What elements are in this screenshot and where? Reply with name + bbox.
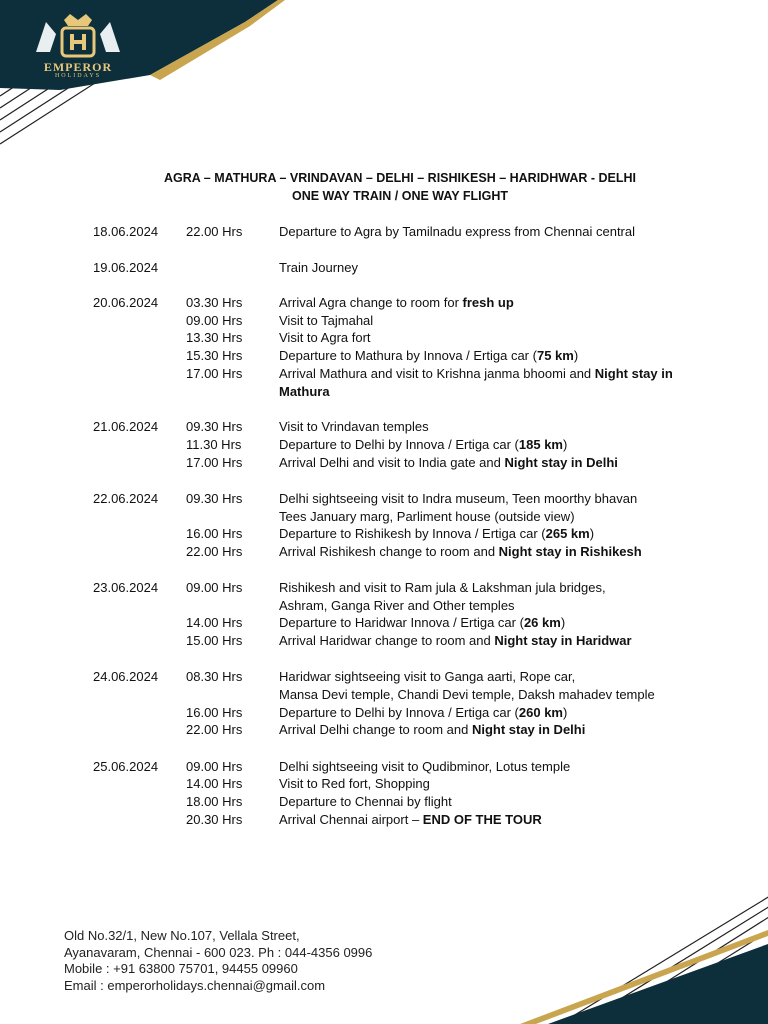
brand-logo (30, 12, 126, 79)
row-description-cont: Tees January marg, Parliment house (outside view) (279, 509, 575, 524)
row-description-cont: Ashram, Ganga River and Other temples (279, 598, 515, 613)
day-date: 19.06.2024 (93, 260, 159, 275)
row-description: Delhi sightseeing visit to Indra museum, Teen moorthy bhavan (279, 491, 638, 506)
row-description-cont: Mansa Devi temple, Chandi Devi temple, Daksh mahadev temple (279, 687, 655, 702)
mobile-line: Mobile : +91 63800 75701, 94455 09960 (64, 961, 298, 976)
row-description: Arrival Delhi change to room and Night stay in Delhi (279, 722, 586, 737)
row-description: Delhi sightseeing visit to Qudibminor, Lotus temple (279, 759, 571, 774)
row-time: 22.00 Hrs (186, 544, 243, 559)
row-time: 20.30 Hrs (186, 812, 243, 827)
row-description: Rishikesh and visit to Ram jula & Lakshman jula bridges, (279, 580, 606, 595)
row-time: 17.00 Hrs (186, 366, 243, 381)
row-time: 09.30 Hrs (186, 419, 243, 434)
row-time: 14.00 Hrs (186, 615, 243, 630)
brand-name: EMPEROR (43, 60, 113, 74)
row-description: Arrival Haridwar change to room and Night stay in Haridwar (279, 633, 632, 648)
brand-tagline: HOLIDAYS (54, 73, 102, 79)
row-time: 18.00 Hrs (186, 794, 243, 809)
day-date: 25.06.2024 (93, 759, 159, 774)
row-time: 09.00 Hrs (186, 313, 243, 328)
row-time: 09.30 Hrs (186, 491, 243, 506)
row-description: Train Journey (279, 260, 358, 275)
row-time: 14.00 Hrs (186, 776, 243, 791)
row-time: 17.00 Hrs (186, 455, 243, 470)
row-time: 16.00 Hrs (186, 705, 243, 720)
row-description: Visit to Vrindavan temples (279, 419, 429, 434)
row-description: Arrival Rishikesh change to room and Night stay in Rishikesh (279, 544, 642, 559)
row-description: Visit to Red fort, Shopping (279, 776, 430, 791)
row-time: 22.00 Hrs (186, 722, 243, 737)
day-date: 21.06.2024 (93, 419, 159, 434)
address-line: Old No.32/1, New No.107, Vellala Street, (64, 928, 300, 943)
row-description: Arrival Delhi and visit to India gate and Night stay in Delhi (279, 455, 618, 470)
row-time: 08.30 Hrs (186, 669, 243, 684)
company-address (64, 928, 372, 994)
row-time: 15.30 Hrs (186, 348, 243, 363)
row-time: 09.00 Hrs (186, 580, 243, 595)
logo-emblem-icon (30, 12, 126, 62)
itinerary-subtitle: ONE WAY TRAIN / ONE WAY FLIGHT (291, 189, 508, 203)
row-time: 09.00 Hrs (186, 759, 243, 774)
email-line: Email : emperorholidays.chennai@gmail.com (64, 977, 326, 993)
row-description: Visit to Agra fort (279, 330, 371, 345)
row-description: Departure to Delhi by Innova / Ertiga car (185 km) (279, 437, 568, 452)
day-date: 20.06.2024 (93, 295, 159, 310)
row-description-cont: Mathura (279, 384, 330, 399)
row-description: Departure to Rishikesh by Innova / Ertiga car (265 km) (279, 526, 595, 541)
row-time: 03.30 Hrs (186, 295, 243, 310)
row-time: 15.00 Hrs (186, 633, 243, 648)
day-date: 18.06.2024 (93, 224, 159, 239)
row-description: Departure to Mathura by Innova / Ertiga car (75 km) (279, 348, 579, 363)
row-description: Departure to Delhi by Innova / Ertiga car (260 km) (279, 705, 568, 720)
row-description: Arrival Agra change to room for fresh up (279, 295, 514, 310)
row-description: Haridwar sightseeing visit to Ganga aarti, Rope car, (279, 669, 576, 684)
day-date: 23.06.2024 (93, 580, 159, 595)
row-time: 11.30 Hrs (186, 437, 242, 452)
day-date: 24.06.2024 (93, 669, 159, 684)
row-time: 22.00 Hrs (186, 224, 243, 239)
row-description: Visit to Tajmahal (279, 313, 374, 328)
itinerary-title: AGRA – MATHURA – VRINDAVAN – DELHI – RISHIKESH – HARIDHWAR - DELHI (163, 171, 637, 185)
row-time: 13.30 Hrs (186, 330, 243, 345)
address-line: Ayanavaram, Chennai - 600 023. Ph : 044-4356 0996 (64, 944, 373, 960)
row-description: Arrival Mathura and visit to Krishna janma bhoomi and Night stay in (279, 366, 673, 381)
row-time: 16.00 Hrs (186, 526, 243, 541)
row-description: Departure to Haridwar Innova / Ertiga car (26 km) (279, 615, 566, 630)
row-description: Departure to Chennai by flight (279, 794, 452, 809)
row-description: Departure to Agra by Tamilnadu express from Chennai central (279, 224, 636, 239)
day-date: 22.06.2024 (93, 491, 159, 506)
row-description: Arrival Chennai airport – END OF THE TOUR (279, 812, 542, 827)
